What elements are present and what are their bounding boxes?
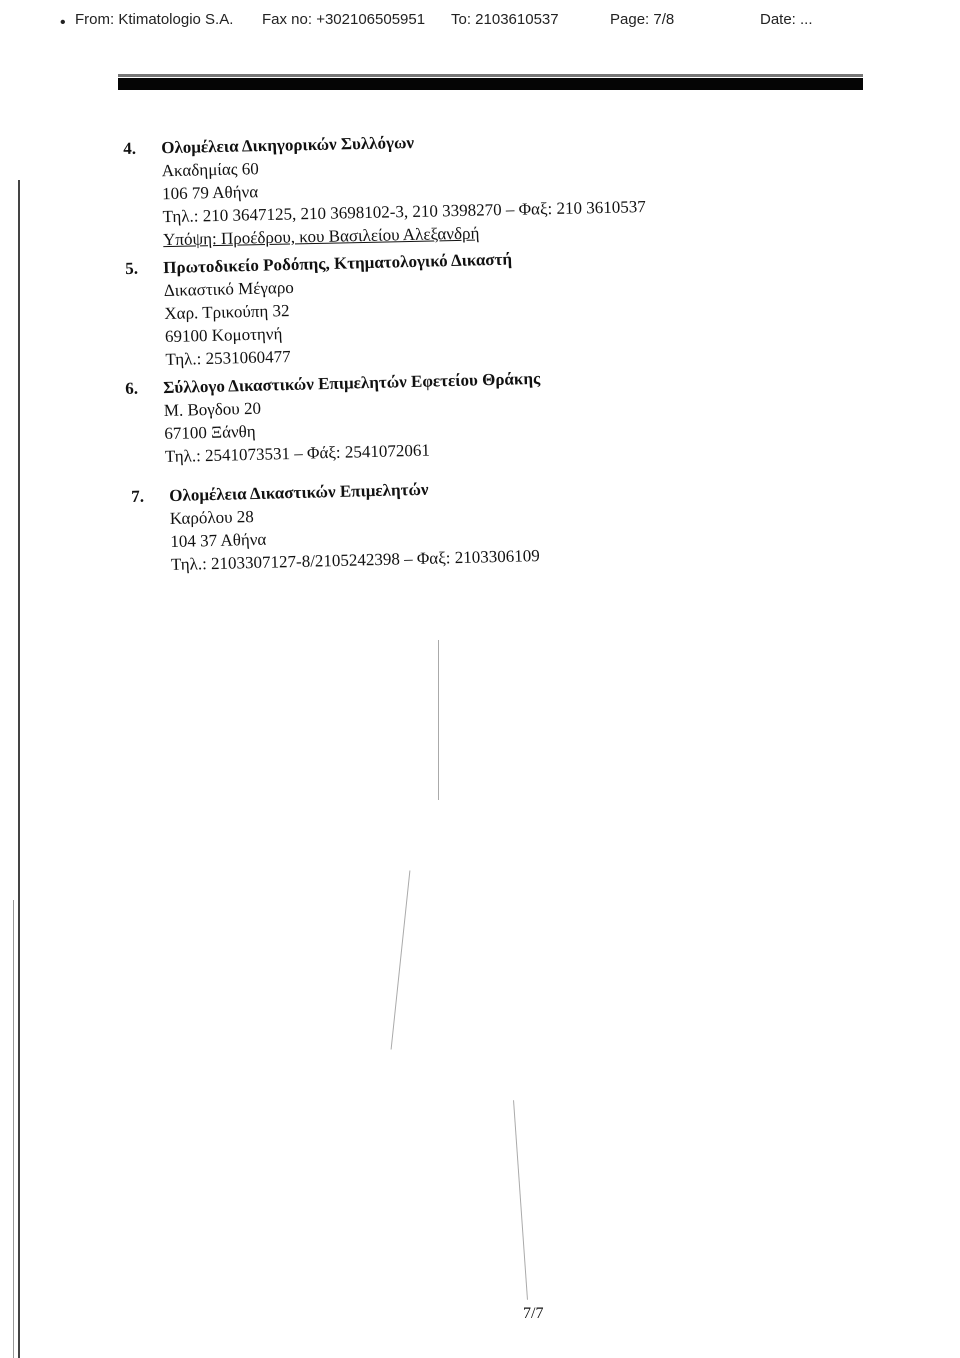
scan-black-band — [118, 78, 863, 90]
entry-city: 106 79 Αθήνα — [161, 182, 259, 204]
entry-phone: Τηλ.: 2541073531 – Φάξ: 2541072061 — [164, 440, 431, 467]
entry-address: Μ. Βογδου 20 — [163, 398, 262, 421]
entry-number: 7. — [131, 486, 145, 506]
entry-5 — [125, 248, 515, 372]
entry-title: Ολομέλεια Δικαστικών Επιμελητών — [169, 479, 429, 506]
entry-number: 5. — [125, 258, 139, 278]
entry-7 — [131, 475, 540, 577]
entry-phone: Τηλ.: 2531060477 — [165, 346, 291, 370]
scan-noise-line — [438, 640, 439, 800]
entry-attention: Υπόψη: Προέδρου, κου Βασιλείου Αλεξανδρή — [162, 223, 480, 250]
entry-number: 4. — [123, 138, 137, 158]
scan-band-shadow — [118, 74, 863, 77]
entry-address: Χαρ. Τρικούπη 32 — [164, 300, 290, 324]
scan-noise-line — [391, 870, 411, 1049]
entry-6 — [125, 367, 542, 469]
entry-phone: Τηλ.: 210 3647125, 210 3698102-3, 210 3398270 – Φαξ: 210 3610537 — [162, 197, 646, 227]
fax-number: Fax no: +302106505951 — [262, 11, 426, 28]
fax-date: Date: ... — [760, 11, 813, 28]
entry-title: Σύλλογο Δικαστικών Επιμελητών Εφετείου Θράκης — [163, 368, 541, 398]
entry-address: Ακαδημίας 60 — [161, 159, 259, 181]
fax-header — [0, 0, 960, 40]
entry-address: Καρόλου 28 — [169, 507, 254, 529]
entry-city: 104 37 Αθήνα — [170, 529, 267, 552]
bullet-mark: • — [60, 14, 66, 31]
entry-phone: Τηλ.: 2103307127-8/2105242398 – Φαξ: 2103306109 — [170, 546, 540, 575]
entry-building: Δικαστικό Μέγαρο — [163, 277, 295, 301]
entry-city: 67100 Ξάνθη — [164, 421, 256, 444]
fax-from: From: Ktimatologio S.A. — [75, 11, 234, 28]
scan-noise-line — [513, 1100, 528, 1300]
scan-edge-line — [18, 180, 20, 1358]
entry-4 — [123, 126, 646, 252]
entry-city: 69100 Κομοτηνή — [164, 324, 283, 347]
fax-to: To: 2103610537 — [451, 11, 559, 28]
entry-number: 6. — [125, 378, 139, 398]
entry-title: Ολομέλεια Δικηγορικών Συλλόγων — [161, 132, 415, 158]
entry-title: Πρωτοδικείο Ροδόπης, Κτηματολογικό Δικαστή — [163, 249, 513, 278]
fax-page: Page: 7/8 — [610, 11, 675, 28]
page-number: 7/7 — [523, 1305, 544, 1322]
scan-edge-line-secondary — [13, 900, 14, 1358]
